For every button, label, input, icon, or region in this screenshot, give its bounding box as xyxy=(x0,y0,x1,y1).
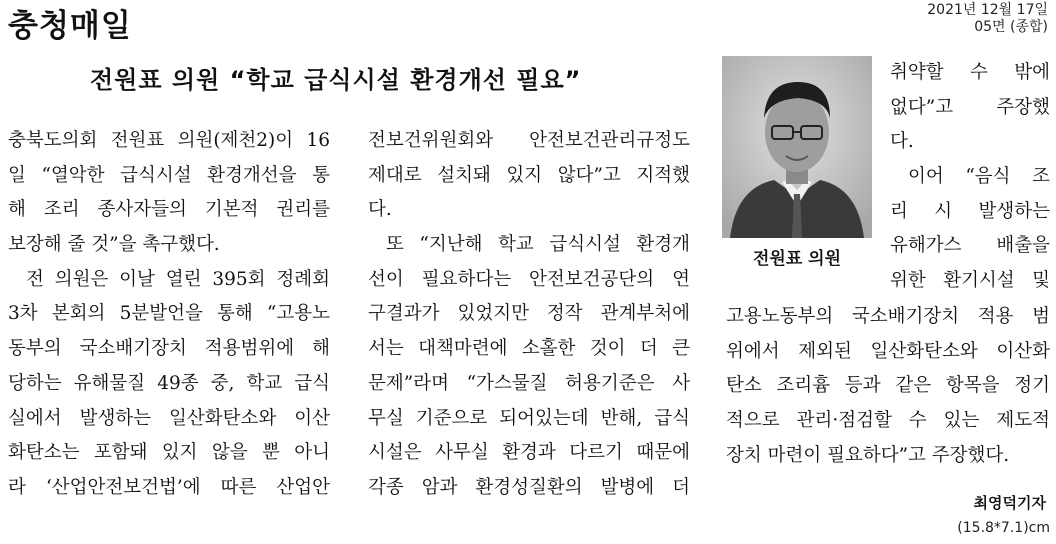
masthead: 충청매일 xyxy=(8,8,132,44)
text-line: 보장해 줄 것”을 촉구했다. xyxy=(8,234,220,256)
article-column-1 xyxy=(8,124,330,506)
text-line: 구결과가 있었지만 정작 관계부처에 xyxy=(368,303,690,325)
text-line: 실에서 발생하는 일산화탄소와 이산 xyxy=(8,407,330,429)
text-line: 동부의 국소배기장치 적용범위에 해 xyxy=(8,338,330,360)
text-line: 적으로 관리·점검할 수 있는 제도적 xyxy=(726,410,1050,432)
page-number: 05면 (종합) xyxy=(974,19,1048,35)
dateline xyxy=(927,2,1048,36)
text-line: 화탄소는 포함돼 있지 않을 뿐 아니 xyxy=(8,442,330,464)
text-line: 라 ‘산업안전보건법’에 따른 산업안 xyxy=(8,476,330,498)
clipping-size: (15.8*7.1)cm xyxy=(957,520,1050,536)
text-line: 이어 “음식 조 xyxy=(908,166,1050,188)
text-line: 리 시 발생하는 xyxy=(890,200,1050,222)
photo-caption: 전원표 의원 xyxy=(752,249,842,269)
text-line: 선이 필요하다는 안전보건공단의 연 xyxy=(368,268,690,290)
text-line: 장치 마련이 필요하다”고 주장했다. xyxy=(726,444,1010,466)
text-line: 시설은 사무실 환경과 다르기 때문에 xyxy=(368,442,690,464)
text-line: 탄소 조리흄 등과 같은 항목을 정기 xyxy=(726,375,1050,397)
text-line: 서는 대책마련에 소홀한 것이 더 큰 xyxy=(368,338,690,360)
headline: 전원표 의원 “학교 급식시설 환경개선 필요” xyxy=(90,66,582,94)
text-line: 유해가스 배출을 xyxy=(890,235,1050,257)
text-line: 해 조리 종사자들의 기본적 권리를 xyxy=(8,199,330,221)
text-line: 전보건위원회와 안전보건관리규정도 xyxy=(368,130,690,151)
text-line: 다. xyxy=(890,131,914,153)
text-line: 고용노동부의 국소배기장치 적용 범 xyxy=(726,306,1050,327)
text-line: 다. xyxy=(368,199,392,221)
text-line: 또 “지난해 학교 급식시설 환경개 xyxy=(386,234,690,256)
text-line: 취약할 수 밖에 xyxy=(890,62,1050,83)
article-column-2 xyxy=(368,124,690,506)
text-line: 충북도의회 전원표 의원(제천2)이 16 xyxy=(8,130,330,151)
text-line: 위한 환기시설 및 xyxy=(890,270,1050,292)
text-line: 일 “열악한 급식시설 환경개선을 통 xyxy=(8,164,330,186)
portrait-photo xyxy=(722,56,872,238)
article-column-3 xyxy=(890,56,1050,299)
text-line: 없다”고 주장했 xyxy=(890,96,1050,118)
text-line: 제대로 설치돼 있지 않다”고 지적했 xyxy=(368,164,690,186)
text-line: 전 의원은 이날 열린 395회 정례회 xyxy=(26,268,330,290)
text-line: 각종 암과 환경성질환의 발병에 더 xyxy=(368,476,690,498)
text-line: 문제”라며 “가스물질 허용기준은 사 xyxy=(368,372,690,394)
text-line: 무실 기준으로 되어있는데 반해, 급식 xyxy=(368,407,690,429)
issue-date: 2021년 12월 17일 xyxy=(927,2,1048,18)
article-column-4 xyxy=(726,300,1050,473)
text-line: 3차 본회의 5분발언을 통해 “고용노 xyxy=(8,303,330,325)
text-line: 위에서 제외된 일산화탄소와 이산화 xyxy=(726,340,1050,362)
byline: 최영덕기자 xyxy=(973,494,1046,512)
text-line: 당하는 유해물질 49종 중, 학교 급식 xyxy=(8,372,330,394)
